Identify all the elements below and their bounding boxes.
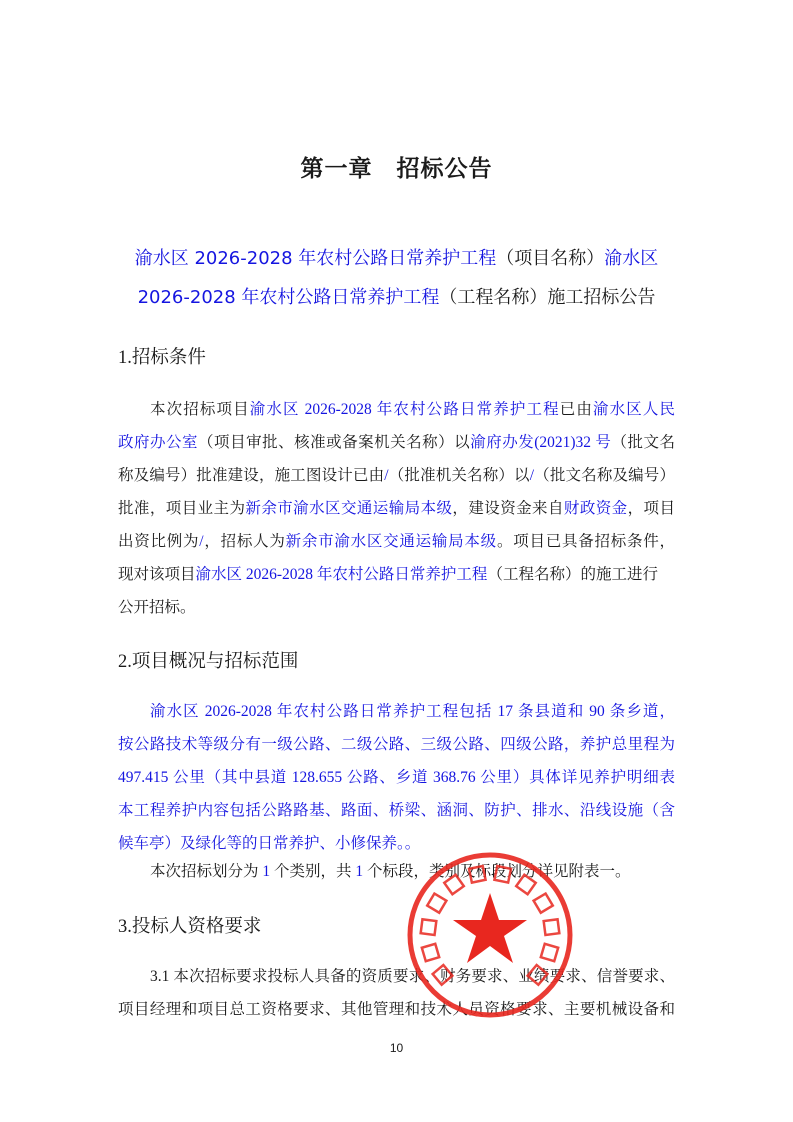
text-segment: （项目审批、核准或备案机关名称）以: [198, 434, 471, 451]
highlighted-text: /: [199, 533, 204, 550]
text-segment: （批文名: [611, 434, 675, 451]
highlighted-text: 渝府办发(2021)32 号: [470, 434, 612, 451]
text-segment: （批准机关名称）以: [388, 467, 530, 484]
highlighted-text: 财政资金: [563, 500, 628, 517]
text-segment: （项目名称）: [496, 248, 605, 269]
paragraph-line: [118, 464, 675, 488]
text-segment: 已由: [559, 401, 593, 418]
page-number: 10: [389, 1041, 404, 1055]
chapter-title: 第一章 招标公告: [300, 156, 493, 182]
text-segment: 批准，项目业主为: [118, 500, 246, 517]
highlighted-text: 2026-2028 年农村公路日常养护工程: [137, 287, 440, 308]
paragraph-line: [150, 860, 675, 884]
section-heading: 3.投标人资格要求: [118, 917, 262, 937]
paragraph-line: [118, 832, 675, 856]
text-segment: 称及编号）批准建设，施工图设计已由: [118, 467, 385, 484]
subtitle-line: [118, 244, 675, 270]
seal-glyph-mark: [421, 919, 437, 935]
section-heading: 2.项目概况与招标范围: [118, 652, 299, 672]
paragraph-line: [118, 799, 675, 823]
paragraph-line: [150, 965, 675, 989]
highlighted-text: 渝水区 2026-2028 年农村公路日常养护工程: [134, 248, 497, 269]
text-segment: ，招标人为: [203, 533, 286, 550]
paragraph-line: [150, 398, 675, 422]
paragraph-line: [118, 563, 675, 587]
text-segment: 个标段，类别及标段划分详见附表一。: [363, 863, 631, 880]
seal-glyph-mark: [427, 894, 446, 913]
seal-star-icon: [453, 893, 527, 963]
text-segment: 个类别，共: [270, 863, 356, 880]
highlighted-text: 497.415 公里（其中县道 128.655 公路、乡道 368.76 公里）具体详见养护明细表: [118, 769, 675, 786]
seal-glyph-mark: [544, 919, 560, 935]
text-segment: 公开招标。: [118, 599, 196, 616]
text-segment: 出资比例为: [118, 533, 200, 550]
text-segment: （工程名称）的施工进行: [487, 566, 658, 583]
paragraph-line: [118, 998, 675, 1022]
text-segment: 。项目已具备招标条件，: [496, 533, 675, 550]
paragraph-line: [118, 596, 675, 620]
highlighted-text: 渝水区 2026-2028 年农村公路日常养护工程包括 17 条县道和 90 条乡道，: [150, 703, 675, 720]
paragraph-line: [118, 497, 675, 521]
text-segment: 现对该项目: [118, 566, 196, 583]
highlighted-text: 渝水区 2026-2028 年农村公路日常养护工程: [249, 401, 560, 418]
section-heading: 1.招标条件: [118, 348, 206, 368]
seal-glyph-mark: [422, 944, 439, 961]
seal-glyph-mark: [534, 894, 553, 913]
highlighted-text: 渝水区: [604, 248, 659, 269]
subtitle-line: [118, 283, 675, 309]
highlighted-text: 渝水区人民: [592, 401, 675, 418]
highlighted-text: /: [384, 467, 389, 484]
text-segment: ，建设资金来自: [452, 500, 564, 517]
paragraph-line: [118, 766, 675, 790]
text-segment: 项目经理和项目总工资格要求、其他管理和技术人员资格要求、主要机械设备和: [118, 1001, 675, 1018]
paragraph-line: [150, 700, 675, 724]
text-segment: ，项目: [627, 500, 675, 517]
text-segment: （批文名称及编号）: [534, 467, 675, 484]
paragraph-line: [118, 530, 675, 554]
text-segment: 本次招标划分为: [150, 863, 263, 880]
seal-glyph-mark: [541, 944, 558, 961]
highlighted-text: 政府办公室: [118, 434, 199, 451]
highlighted-text: 新余市渝水区交通运输局本级: [245, 500, 453, 517]
paragraph-line: [118, 733, 675, 757]
highlighted-text: 候车亭）及绿化等的日常养护、小修保养。。: [118, 835, 421, 852]
highlighted-text: 1: [262, 863, 271, 880]
text-segment: （工程名称）施工招标公告: [439, 287, 656, 308]
highlighted-text: /: [529, 467, 535, 484]
highlighted-text: 本工程养护内容包括公路路基、路面、桥梁、涵洞、防护、排水、沿线设施（含: [118, 802, 675, 819]
paragraph-line: [118, 431, 675, 455]
text-segment: 3.1 本次招标要求投标人具备的资质要求、财务要求、业绩要求、信誉要求、: [150, 968, 675, 985]
highlighted-text: 1: [355, 863, 364, 880]
highlighted-text: 按公路技术等级分有一级公路、二级公路、三级公路、四级公路，养护总里程为: [118, 736, 675, 753]
text-segment: 本次招标项目: [150, 401, 250, 418]
highlighted-text: 渝水区 2026-2028 年农村公路日常养护工程: [195, 566, 488, 583]
highlighted-text: 新余市渝水区交通运输局本级: [285, 533, 497, 550]
